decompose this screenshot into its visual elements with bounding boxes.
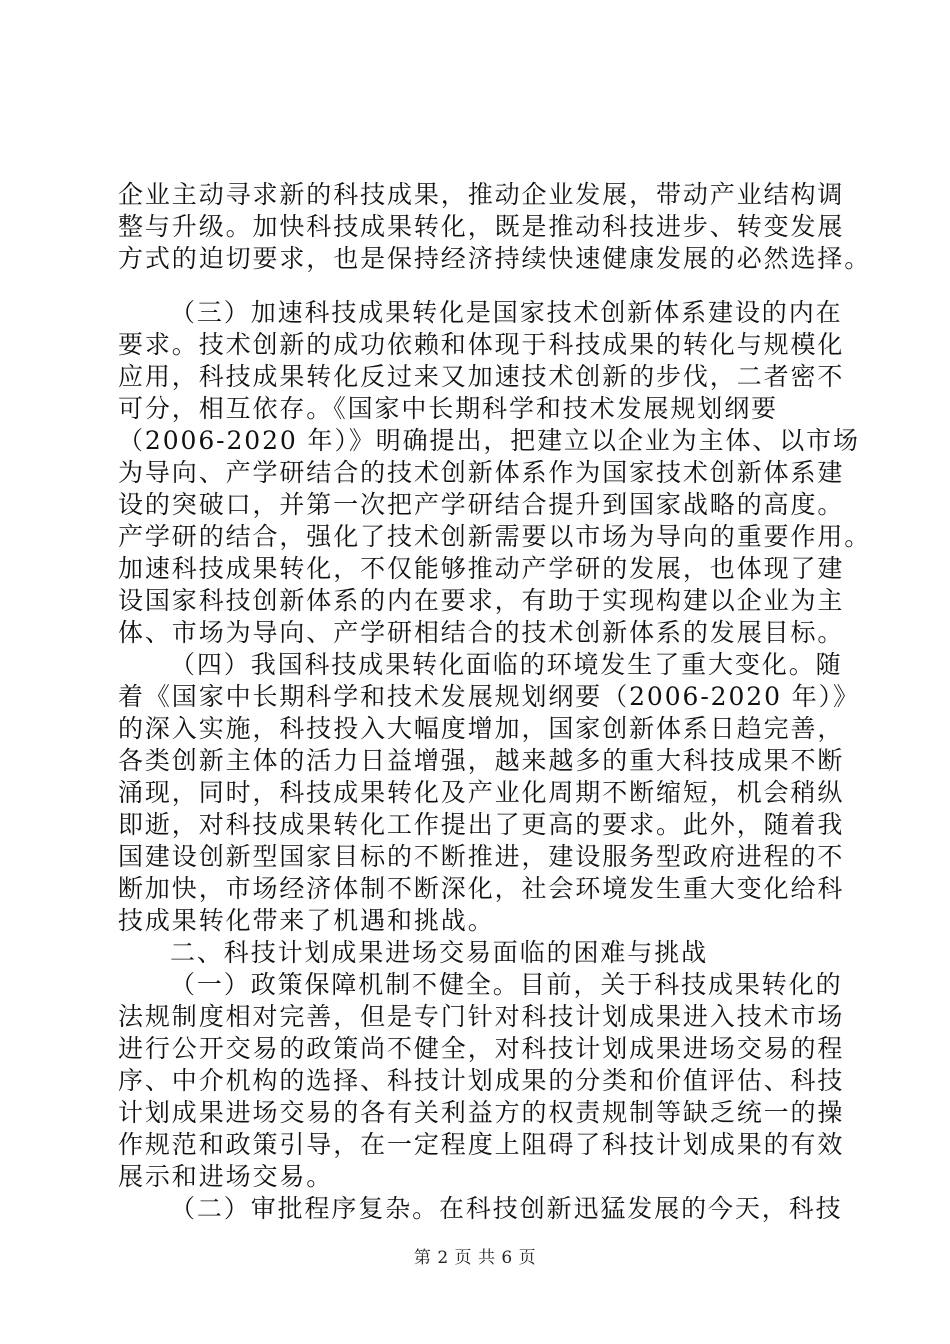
paragraph-start-line: （二）审批程序复杂。在科技创新迅猛发展的今天，科技 [170,1194,843,1223]
page-number-footer: 第 2 页 共 6 页 [413,1248,537,1268]
text-line: 计划成果进场交易的各有关利益方的权责规制等缺乏统一的操 [118,1098,845,1127]
text-line: 着《国家中长期科学和技术发展规划纲要（2006-2020 年）》 [118,682,860,711]
text-line: 即逝，对科技成果转化工作提出了更高的要求。此外，随着我 [118,810,845,839]
text-line: 为导向、产学研结合的技术创新体系作为国家技术创新体系建 [118,458,845,487]
text-line: 应用，科技成果转化反过来又加速技术创新的步伐，二者密不 [118,362,845,391]
text-line: 的深入实施，科技投入大幅度增加，国家创新体系日趋完善， [118,714,845,743]
text-line: 进行公开交易的政策尚不健全，对科技计划成果进场交易的程 [118,1034,845,1063]
text-line: 断加快，市场经济体制不断深化，社会环境发生重大变化给科 [118,874,845,903]
text-line: 方式的迫切要求，也是保持经济持续快速健康发展的必然选择。 [118,244,872,273]
text-line: 产学研的结合，强化了技术创新需要以市场为导向的重要作用。 [118,522,872,551]
text-line: 企业主动寻求新的科技成果，推动企业发展，带动产业结构调 [118,180,845,209]
text-line: 加速科技成果转化，不仅能够推动产学研的发展，也体现了建 [118,554,845,583]
paragraph-start-line: （三）加速科技成果转化是国家技术创新体系建设的内在 [170,298,843,327]
text-line: 体、市场为导向、产学研相结合的技术创新体系的发展目标。 [118,618,845,647]
text-line: 要求。技术创新的成功依赖和体现于科技成果的转化与规模化 [118,330,845,359]
section-heading: 二、科技计划成果进场交易面临的困难与挑战 [170,938,709,967]
text-line: 设的突破口，并第一次把产学研结合提升到国家战略的高度。 [118,490,845,519]
text-line: 涌现，同时，科技成果转化及产业化周期不断缩短，机会稍纵 [118,778,845,807]
paragraph-start-line: （四）我国科技成果转化面临的环境发生了重大变化。随 [170,650,843,679]
text-line: 序、中介机构的选择、科技计划成果的分类和价值评估、科技 [118,1066,845,1095]
text-line: 各类创新主体的活力日益增强，越来越多的重大科技成果不断 [118,746,845,775]
paragraph-start-line: （一）政策保障机制不健全。目前，关于科技成果转化的 [170,970,843,999]
text-line: 国建设创新型国家目标的不断推进，建设服务型政府进程的不 [118,842,845,871]
text-line: 展示和进场交易。 [118,1162,334,1191]
text-line: 法规制度相对完善，但是专门针对科技计划成果进入技术市场 [118,1002,845,1031]
text-line: 可分，相互依存。《国家中长期科学和技术发展规划纲要 [118,394,779,423]
text-line: 技成果转化带来了机遇和挑战。 [118,906,495,935]
text-line: （2006-2020 年）》明确提出，把建立以企业为主体、以市场 [118,426,860,455]
text-line: 作规范和政策引导，在一定程度上阻碍了科技计划成果的有效 [118,1130,845,1159]
text-line: 设国家科技创新体系的内在要求，有助于实现构建以企业为主 [118,586,845,615]
text-line: 整与升级。加快科技成果转化，既是推动科技进步、转变发展 [118,212,845,241]
